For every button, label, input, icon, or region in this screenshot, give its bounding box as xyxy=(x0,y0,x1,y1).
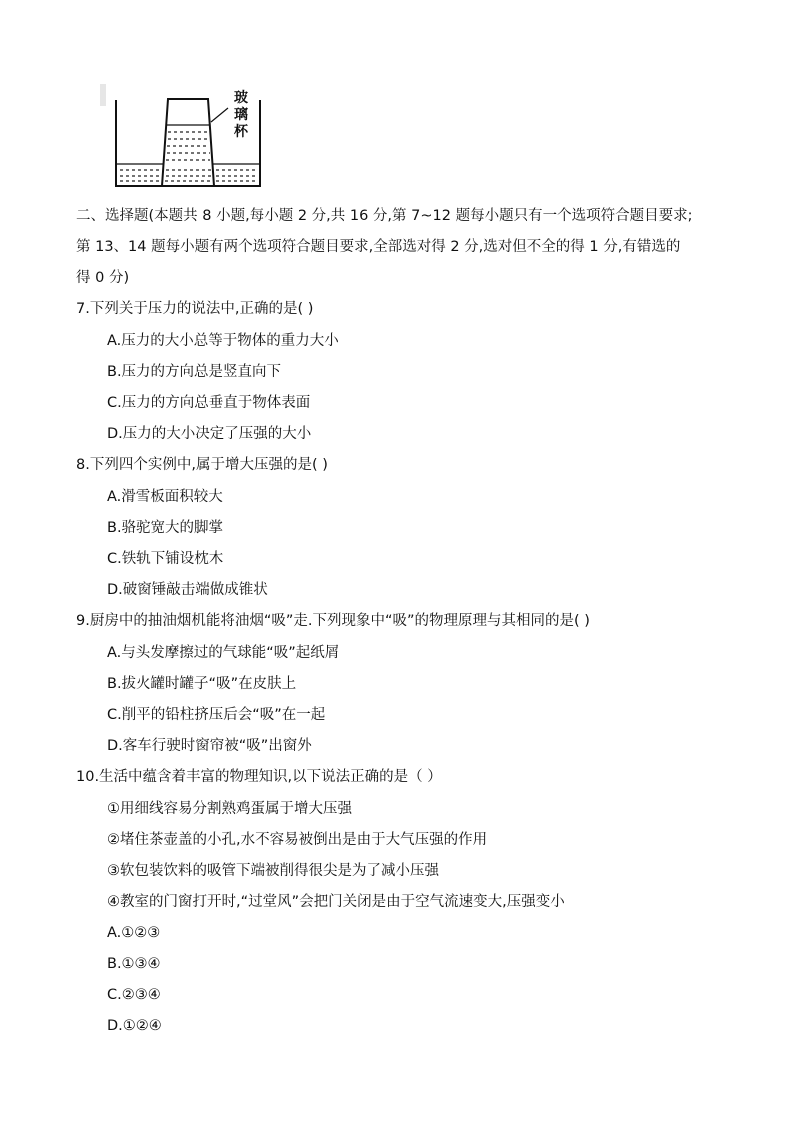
question-9-stem: 9.厨房中的抽油烟机能将油烟“吸”走.下列现象中“吸”的物理原理与其相同的是( ) xyxy=(76,613,590,629)
question-10-stem: 10.生活中蕴含着丰富的物理知识,以下说法正确的是（ ） xyxy=(76,769,442,785)
question-9-option-b: B.拔火罐时罐子“吸”在皮肤上 xyxy=(107,676,297,692)
question-7-option-b: B.压力的方向总是竖直向下 xyxy=(107,364,282,380)
scan-mark xyxy=(100,84,106,106)
question-10-option-c: C.②③④ xyxy=(107,987,161,1003)
question-10-statement-2: ②堵住茶壶盖的小孔,水不容易被倒出是由于大气压强的作用 xyxy=(107,832,488,848)
question-8-option-b: B.骆驼宽大的脚掌 xyxy=(107,520,224,536)
question-9-option-c: C.削平的铅柱挤压后会“吸”在一起 xyxy=(107,707,326,723)
label-char-3: 杯 xyxy=(234,124,248,140)
question-7-option-a: A.压力的大小总等于物体的重力大小 xyxy=(107,333,339,349)
label-char-2: 璃 xyxy=(234,107,248,123)
section-heading-line-1: 二、选择题(本题共 8 小题,每小题 2 分,共 16 分,第 7~12 题每小题只有一个选项符合题目要求; xyxy=(76,208,693,224)
question-8-option-a: A.滑雪板面积较大 xyxy=(107,489,223,505)
question-8-option-c: C.铁轨下铺设枕木 xyxy=(107,551,224,567)
question-10-option-a: A.①②③ xyxy=(107,925,161,941)
question-10-statement-1: ①用细线容易分割熟鸡蛋属于增大压强 xyxy=(107,801,352,817)
question-10-statement-3: ③软包装饮料的吸管下端被削得很尖是为了减小压强 xyxy=(107,863,439,879)
question-7-option-d: D.压力的大小决定了压强的大小 xyxy=(107,426,312,442)
question-9-option-d: D.客车行驶时窗帘被“吸”出窗外 xyxy=(107,738,312,754)
glass-cup xyxy=(162,99,214,186)
section-heading-line-2: 第 13、14 题每小题有两个选项符合题目要求,全部选对得 2 分,选对但不全的得 1 分,有错选的 xyxy=(76,239,681,255)
glass-cup-figure xyxy=(100,82,270,190)
question-10-option-d: D.①②④ xyxy=(107,1018,162,1034)
question-7-stem: 7.下列关于压力的说法中,正确的是( ) xyxy=(76,301,314,317)
label-char-1: 玻 xyxy=(234,90,248,106)
glass-cup-diagram xyxy=(100,82,270,190)
question-9-option-a: A.与头发摩擦过的气球能“吸”起纸屑 xyxy=(107,645,340,661)
question-10-option-b: B.①③④ xyxy=(107,956,161,972)
label-leader-line xyxy=(211,108,228,122)
question-10-statement-4: ④教室的门窗打开时,“过堂风”会把门关闭是由于空气流速变大,压强变小 xyxy=(107,894,565,910)
section-heading-line-3: 得 0 分) xyxy=(76,270,130,286)
question-8-stem: 8.下列四个实例中,属于增大压强的是( ) xyxy=(76,457,328,473)
question-7-option-c: C.压力的方向总垂直于物体表面 xyxy=(107,395,311,411)
question-8-option-d: D.破窗锤敲击端做成锥状 xyxy=(107,582,268,598)
